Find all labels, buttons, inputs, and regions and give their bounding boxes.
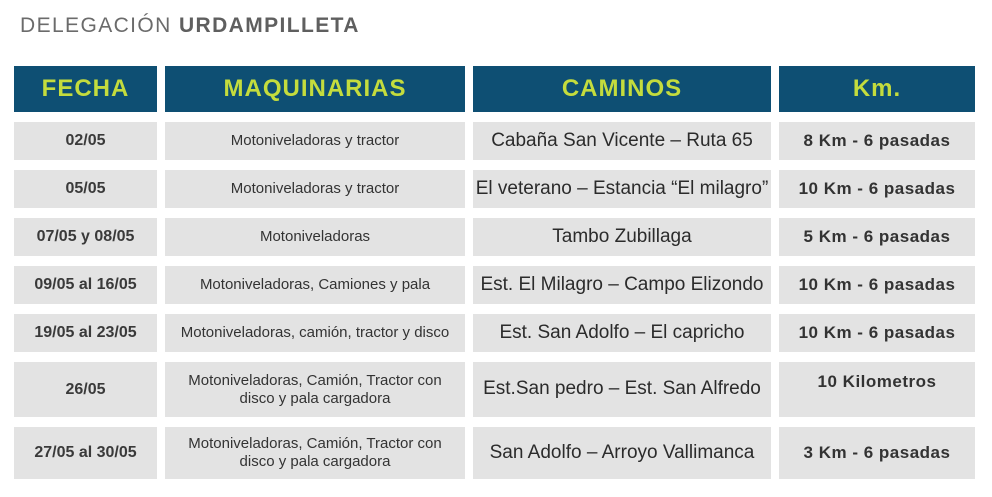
- row-6-km: 10 Kilometros: [779, 362, 975, 417]
- row-7-fecha: 27/05 al 30/05: [14, 427, 157, 479]
- row-3-maquinarias: Motoniveladoras: [165, 218, 465, 256]
- row-7-caminos: San Adolfo – Arroyo Vallimanca: [473, 427, 771, 479]
- row-7-km: 3 Km - 6 pasadas: [779, 427, 975, 479]
- row-4-fecha: 09/05 al 16/05: [14, 266, 157, 304]
- row-3-fecha: 07/05 y 08/05: [14, 218, 157, 256]
- header-km: Km.: [779, 66, 975, 112]
- row-7-maquinarias: Motoniveladoras, Camión, Tractor con disco y pala cargadora: [165, 427, 465, 479]
- row-2-caminos: El veterano – Estancia “El milagro”: [473, 170, 771, 208]
- row-5-fecha: 19/05 al 23/05: [14, 314, 157, 352]
- header-caminos: CAMINOS: [473, 66, 771, 112]
- row-1-km: 8 Km - 6 pasadas: [779, 122, 975, 160]
- row-4-maquinarias: Motoniveladoras, Camiones y pala: [165, 266, 465, 304]
- header-maquinarias: MAQUINARIAS: [165, 66, 465, 112]
- row-3-km: 5 Km - 6 pasadas: [779, 218, 975, 256]
- row-1-maquinarias: Motoniveladoras y tractor: [165, 122, 465, 160]
- header-fecha: FECHA: [14, 66, 157, 112]
- row-5-maquinarias: Motoniveladoras, camión, tractor y disco: [165, 314, 465, 352]
- row-5-caminos: Est. San Adolfo – El capricho: [473, 314, 771, 352]
- row-6-maquinarias: Motoniveladoras, Camión, Tractor con disco y pala cargadora: [165, 362, 465, 417]
- row-3-caminos: Tambo Zubillaga: [473, 218, 771, 256]
- works-table: [14, 66, 975, 479]
- row-2-km: 10 Km - 6 pasadas: [779, 170, 975, 208]
- page-title-delegation: URDAMPILLETA: [178, 14, 360, 37]
- row-6-caminos: Est.San pedro – Est. San Alfredo: [473, 362, 771, 417]
- row-4-km: 10 Km - 6 pasadas: [779, 266, 975, 304]
- row-2-maquinarias: Motoniveladoras y tractor: [165, 170, 465, 208]
- row-5-km: 10 Km - 6 pasadas: [779, 314, 975, 352]
- row-2-fecha: 05/05: [14, 170, 157, 208]
- page-title-prefix: DELEGACIÓN: [20, 14, 172, 37]
- row-1-fecha: 02/05: [14, 122, 157, 160]
- row-4-caminos: Est. El Milagro – Campo Elizondo: [473, 266, 771, 304]
- row-1-caminos: Cabaña San Vicente – Ruta 65: [473, 122, 771, 160]
- page-title: [20, 14, 360, 38]
- row-6-fecha: 26/05: [14, 362, 157, 417]
